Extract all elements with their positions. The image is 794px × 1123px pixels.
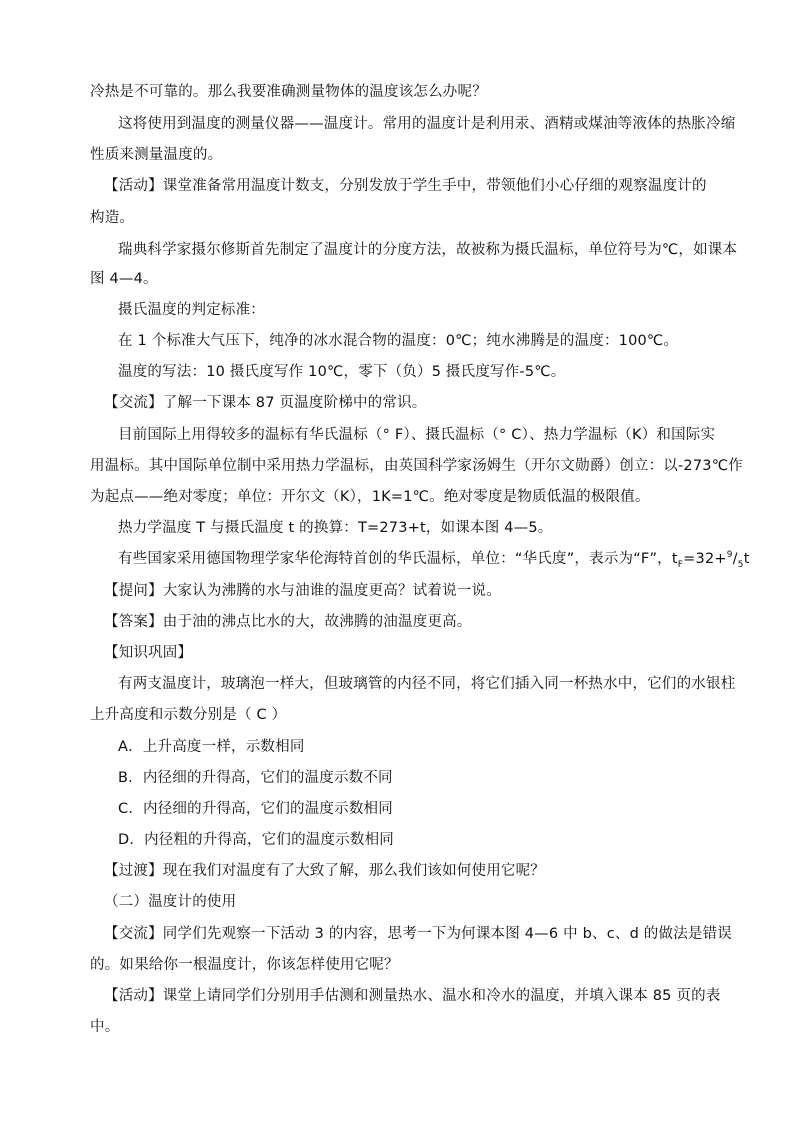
text-line: 【提问】大家认为沸腾的水与油谁的温度更高？试着说一说。	[104, 583, 501, 599]
question-text: 上升高度和示数分别是（ C ）	[90, 707, 287, 723]
text-line: 摄氏温度的判定标准：	[118, 302, 265, 318]
section-heading: 【知识巩固】	[104, 645, 193, 661]
section-heading: （二）温度计的使用	[104, 894, 237, 910]
text-line: 中。	[90, 1019, 120, 1035]
text-line: 冷热是不可靠的。那么我要准确测量物体的温度该怎么办呢？	[90, 84, 487, 100]
text-line: 【活动】课堂准备常用温度计数支，分别发放于学生手中，带领他们小心仔细的观察温度计的	[104, 178, 707, 194]
text-segment: 有些国家采用德国物理学家华伦海特首创的华氏温标，单位：“华氏度”，表示为“F”，t	[118, 551, 678, 567]
text-line: 为起点——绝对零度；单位：开尔文（K），1K=1℃。绝对零度是物质低温的极限值。	[90, 489, 650, 505]
question-text: 有两支温度计，玻璃泡一样大，但玻璃管的内径不同，将它们插入同一杯热水中，它们的水银柱	[118, 676, 736, 692]
text-line: 构造。	[90, 210, 135, 226]
answer-option-a: A．上升高度一样，示数相同	[118, 739, 305, 755]
formula-subscript: F	[677, 559, 684, 570]
text-line: 这将使用到温度的测量仪器——温度计。常用的温度计是利用汞、酒精或煤油等液体的热胀冷缩	[118, 116, 736, 132]
text-line: 【过渡】现在我们对温度有了大致了解，那么我们该如何使用它呢？	[104, 863, 545, 879]
answer-option-b: B．内径细的升得高，它们的温度示数不同	[118, 770, 393, 786]
formula-line: 有些国家采用德国物理学家华伦海特首创的华氏温标，单位：“华氏度”，表示为“F”，$t_F=32+^9/_5t$	[118, 550, 750, 570]
answer-option-d: D．内径粗的升得高，它们的温度示数相同	[118, 832, 394, 848]
formula-equation: =32+	[683, 551, 727, 567]
formula-variable: t	[743, 551, 750, 567]
text-line: 在 1 个标准大气压下，纯净的冰水混合物的温度：0℃；纯水沸腾是的温度：100℃。	[118, 333, 679, 349]
text-line: 温度的写法：10 摄氏度写作 10℃，零下（负）5 摄氏度写作-5℃。	[118, 364, 566, 380]
text-line: 用温标。其中国际单位制中采用热力学温标，由英国科学家汤姆生（开尔文勋爵）创立：以-273℃作	[90, 458, 743, 474]
text-line: 【交流】同学们先观察一下活动 3 的内容，思考一下为何课本图 4—6 中 b、c、d 的做法是错误	[104, 926, 733, 942]
text-line: 热力学温度 T 与摄氏温度 t 的换算：T=273+t，如课本图 4—5。	[118, 520, 553, 536]
text-line: 目前国际上用得较多的温标有华氏温标（° F）、摄氏温标（° C）、热力学温标（K）和国际实	[118, 427, 716, 443]
answer-option-c: C．内径细的升得高，它们的温度示数相同	[118, 801, 393, 817]
text-line: 图 4—4。	[90, 271, 158, 287]
text-line: 【答案】由于油的沸点比水的大，故沸腾的油温度更高。	[104, 614, 472, 630]
formula-fraction-numerator: 9	[726, 550, 733, 561]
text-line: 【活动】课堂上请同学们分别用手估测和测量热水、温水和冷水的温度，并填入课本 85 页的表	[104, 988, 721, 1004]
formula-fraction-denominator: 5	[737, 559, 744, 570]
text-line: 【交流】了解一下课本 87 页温度阶梯中的常识。	[104, 395, 427, 411]
text-line: 瑞典科学家摄尔修斯首先制定了温度计的分度方法，故被称为摄氏温标，单位符号为℃，如课本	[118, 242, 738, 258]
text-line: 性质来测量温度的。	[90, 147, 223, 163]
text-line: 的。如果给你一根温度计，你该怎样使用它呢？	[90, 957, 399, 973]
